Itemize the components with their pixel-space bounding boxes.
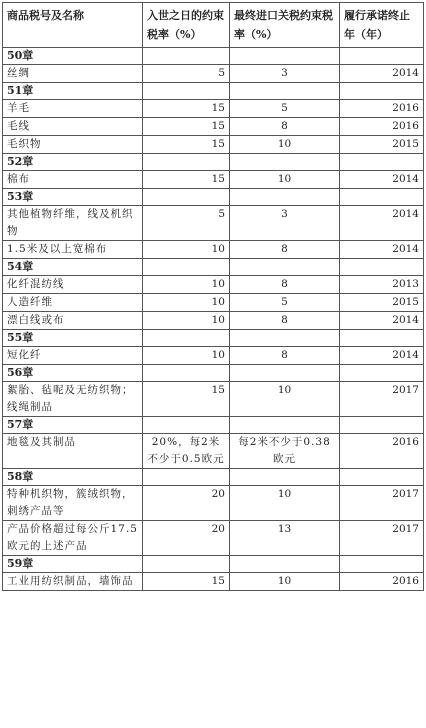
product-name-cell: 1.5米及以上宽棉布 xyxy=(3,241,143,259)
empty-cell xyxy=(230,365,340,382)
empty-cell xyxy=(230,417,340,434)
empty-cell xyxy=(340,417,424,434)
entry-rate-cell: 10 xyxy=(143,294,230,312)
empty-cell xyxy=(143,83,230,100)
table-row xyxy=(3,347,424,365)
product-name-cell: 毛织物 xyxy=(3,136,143,154)
chapter-label: 55章 xyxy=(3,330,143,347)
chapter-label: 50章 xyxy=(3,48,143,65)
product-name-cell: 化纤混纺线 xyxy=(3,276,143,294)
product-name-cell: 毛线 xyxy=(3,118,143,136)
entry-rate-cell: 15 xyxy=(143,382,230,417)
chapter-label: 58章 xyxy=(3,469,143,486)
entry-rate-cell: 15 xyxy=(143,118,230,136)
final-rate-cell: 8 xyxy=(230,347,340,365)
product-name-cell: 产品价格超过每公斤17.5欧元的上述产品 xyxy=(3,521,143,556)
empty-cell xyxy=(143,189,230,206)
table-row xyxy=(3,382,424,417)
entry-rate-cell: 10 xyxy=(143,241,230,259)
empty-cell xyxy=(143,417,230,434)
table-body xyxy=(3,48,424,591)
table-row xyxy=(3,171,424,189)
end-year-cell: 2014 xyxy=(340,206,424,241)
tariff-table xyxy=(2,2,424,591)
chapter-row xyxy=(3,469,424,486)
table-row xyxy=(3,100,424,118)
chapter-row xyxy=(3,83,424,100)
chapter-row xyxy=(3,259,424,276)
table-row xyxy=(3,276,424,294)
empty-cell xyxy=(230,48,340,65)
empty-cell xyxy=(230,154,340,171)
final-rate-cell: 8 xyxy=(230,276,340,294)
empty-cell xyxy=(340,259,424,276)
header-product: 商品税号及名称 xyxy=(3,3,143,48)
product-name-cell: 短化纤 xyxy=(3,347,143,365)
final-rate-cell: 13 xyxy=(230,521,340,556)
final-rate-cell: 10 xyxy=(230,171,340,189)
product-name-cell: 人造纤维 xyxy=(3,294,143,312)
chapter-label: 51章 xyxy=(3,83,143,100)
entry-rate-cell: 10 xyxy=(143,312,230,330)
product-name-cell: 工业用纺织制品，墙饰品 xyxy=(3,573,143,591)
product-name-cell: 絮胎、毡呢及无纺织物；线绳制品 xyxy=(3,382,143,417)
chapter-row xyxy=(3,330,424,347)
table-row xyxy=(3,486,424,521)
final-rate-cell: 3 xyxy=(230,206,340,241)
header-final-rate: 最终进口关税约束税率（%） xyxy=(230,3,340,48)
empty-cell xyxy=(340,365,424,382)
table-row xyxy=(3,312,424,330)
final-rate-cell: 3 xyxy=(230,65,340,83)
end-year-cell: 2014 xyxy=(340,65,424,83)
empty-cell xyxy=(143,259,230,276)
table-row xyxy=(3,65,424,83)
entry-rate-cell: 10 xyxy=(143,347,230,365)
end-year-cell: 2014 xyxy=(340,312,424,330)
final-rate-cell: 8 xyxy=(230,118,340,136)
empty-cell xyxy=(340,154,424,171)
empty-cell xyxy=(340,556,424,573)
end-year-cell: 2017 xyxy=(340,382,424,417)
table-row xyxy=(3,206,424,241)
entry-rate-cell: 15 xyxy=(143,573,230,591)
final-rate-cell: 5 xyxy=(230,100,340,118)
final-rate-cell: 10 xyxy=(230,573,340,591)
end-year-cell: 2014 xyxy=(340,241,424,259)
end-year-cell: 2017 xyxy=(340,486,424,521)
empty-cell xyxy=(143,154,230,171)
final-rate-cell: 8 xyxy=(230,241,340,259)
empty-cell xyxy=(230,469,340,486)
product-name-cell: 棉布 xyxy=(3,171,143,189)
chapter-row xyxy=(3,48,424,65)
empty-cell xyxy=(340,189,424,206)
final-rate-cell: 10 xyxy=(230,382,340,417)
header-entry-rate: 入世之日的约束税率（%） xyxy=(143,3,230,48)
entry-rate-cell: 20 xyxy=(143,521,230,556)
empty-cell xyxy=(230,189,340,206)
final-rate-cell: 10 xyxy=(230,486,340,521)
empty-cell xyxy=(340,469,424,486)
product-name-cell: 丝绸 xyxy=(3,65,143,83)
entry-rate-cell: 15 xyxy=(143,171,230,189)
end-year-cell: 2013 xyxy=(340,276,424,294)
chapter-row xyxy=(3,417,424,434)
product-name-cell: 羊毛 xyxy=(3,100,143,118)
entry-rate-cell: 20%，每2米不少于0.5欧元 xyxy=(143,434,230,469)
table-row xyxy=(3,434,424,469)
end-year-cell: 2016 xyxy=(340,434,424,469)
empty-cell xyxy=(143,365,230,382)
empty-cell xyxy=(340,83,424,100)
entry-rate-cell: 5 xyxy=(143,206,230,241)
empty-cell xyxy=(230,556,340,573)
end-year-cell: 2015 xyxy=(340,136,424,154)
empty-cell xyxy=(340,330,424,347)
end-year-cell: 2016 xyxy=(340,118,424,136)
end-year-cell: 2017 xyxy=(340,521,424,556)
end-year-cell: 2016 xyxy=(340,100,424,118)
table-row xyxy=(3,573,424,591)
chapter-label: 54章 xyxy=(3,259,143,276)
chapter-label: 57章 xyxy=(3,417,143,434)
chapter-label: 53章 xyxy=(3,189,143,206)
product-name-cell: 地毯及其制品 xyxy=(3,434,143,469)
chapter-row xyxy=(3,556,424,573)
empty-cell xyxy=(230,330,340,347)
chapter-row xyxy=(3,365,424,382)
product-name-cell: 其他植物纤维，线及机织物 xyxy=(3,206,143,241)
empty-cell xyxy=(143,48,230,65)
end-year-cell: 2014 xyxy=(340,347,424,365)
table-header-row xyxy=(3,3,424,48)
empty-cell xyxy=(143,469,230,486)
chapter-label: 59章 xyxy=(3,556,143,573)
empty-cell xyxy=(340,48,424,65)
table-row xyxy=(3,136,424,154)
table-row xyxy=(3,521,424,556)
final-rate-cell: 10 xyxy=(230,136,340,154)
empty-cell xyxy=(143,556,230,573)
end-year-cell: 2016 xyxy=(340,573,424,591)
header-end-year: 履行承诺终止年（年） xyxy=(340,3,424,48)
entry-rate-cell: 20 xyxy=(143,486,230,521)
table-row xyxy=(3,294,424,312)
entry-rate-cell: 15 xyxy=(143,100,230,118)
chapter-label: 56章 xyxy=(3,365,143,382)
table-row xyxy=(3,241,424,259)
final-rate-cell: 8 xyxy=(230,312,340,330)
empty-cell xyxy=(230,83,340,100)
chapter-row xyxy=(3,154,424,171)
entry-rate-cell: 5 xyxy=(143,65,230,83)
entry-rate-cell: 10 xyxy=(143,276,230,294)
final-rate-cell: 5 xyxy=(230,294,340,312)
empty-cell xyxy=(230,259,340,276)
end-year-cell: 2015 xyxy=(340,294,424,312)
chapter-row xyxy=(3,189,424,206)
entry-rate-cell: 15 xyxy=(143,136,230,154)
empty-cell xyxy=(143,330,230,347)
product-name-cell: 漂白线或布 xyxy=(3,312,143,330)
final-rate-cell: 每2米不少于0.38欧元 xyxy=(230,434,340,469)
chapter-label: 52章 xyxy=(3,154,143,171)
product-name-cell: 特种机织物，簇绒织物，刺绣产品等 xyxy=(3,486,143,521)
end-year-cell: 2014 xyxy=(340,171,424,189)
table-row xyxy=(3,118,424,136)
